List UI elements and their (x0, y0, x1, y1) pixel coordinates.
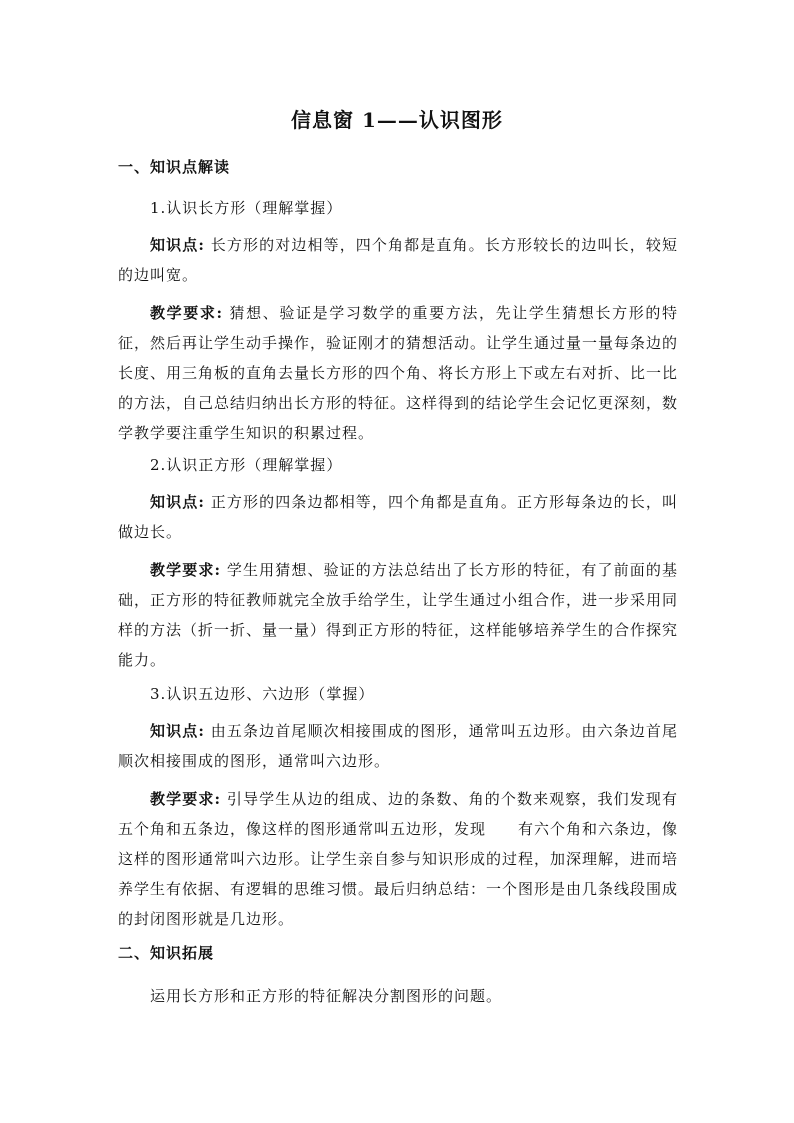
polygon-requirement-paragraph (118, 784, 678, 934)
polygon-knowledge-paragraph (118, 716, 678, 776)
subheading-pentagon-hexagon: 3.认识五边形、六边形（掌握） (150, 685, 375, 703)
requirement-label: 教学要求: (150, 304, 224, 322)
requirement-text: 学生用猜想、验证的方法总结出了长方形的特征，有了前面的基础，正方形的特征教师就完全放手给学生，让学生通过小组合作，进一步采用同样的方法（折一折、量一量）得到正方形的特征，这样能够培养学生的合作探究能力。 (118, 561, 679, 669)
extension-text: 运用长方形和正方形的特征解决分割图形的问题。 (150, 987, 503, 1005)
requirement-label: 教学要求: (150, 561, 221, 579)
rectangle-requirement-paragraph (118, 298, 678, 448)
square-knowledge-paragraph (118, 487, 678, 547)
subheading-rectangle: 1.认识长方形（理解掌握） (150, 199, 343, 217)
knowledge-text: 长方形的对边相等，四个角都是直角。长方形较长的边叫长，较短的边叫宽。 (118, 236, 678, 284)
square-requirement-paragraph (118, 555, 678, 675)
requirement-label: 教学要求: (150, 790, 221, 808)
knowledge-text: 由五条边首尾顺次相接围成的图形，通常叫五边形。由六条边首尾顺次相接围成的图形，通常叫六边形。 (118, 722, 678, 770)
page-title: 信息窗 1——认识图形 (291, 108, 503, 132)
section-heading-knowledge-reading: 一、知识点解读 (118, 158, 231, 176)
requirement-text: 引导学生从边的组成、边的条数、角的个数来观察，我们发现有五个角和五条边，像这样的图形通常叫五边形，发现 有六个角和六条边，像这样的图形通常叫六边形。让学生亲自参与知识形成的过程，加深理解，进而培养学生有依据、有逻辑的思维习惯。最后归纳总结：一个图形是由几条线段围成的封闭图形就是几边形。 (118, 790, 679, 928)
knowledge-label: 知识点: (150, 236, 205, 254)
section-heading-knowledge-extension: 二、知识拓展 (118, 944, 215, 962)
rectangle-knowledge-paragraph (118, 230, 678, 290)
requirement-text: 猜想、验证是学习数学的重要方法，先让学生猜想长方形的特征，然后再让学生动手操作，验证刚才的猜想活动。让学生通过量一量每条边的长度、用三角板的直角去量长方形的四个角、将长方形上下或左右对折、比一比的方法，自己总结归纳出长方形的特征。这样得到的结论学生会记忆更深刻，数学教学要注重学生知识的积累过程。 (118, 304, 679, 442)
knowledge-label: 知识点: (150, 722, 205, 740)
subheading-square: 2.认识正方形（理解掌握） (150, 456, 343, 474)
knowledge-label: 知识点: (150, 493, 205, 511)
knowledge-text: 正方形的四条边都相等，四个角都是直角。正方形每条边的长，叫做边长。 (118, 493, 678, 541)
